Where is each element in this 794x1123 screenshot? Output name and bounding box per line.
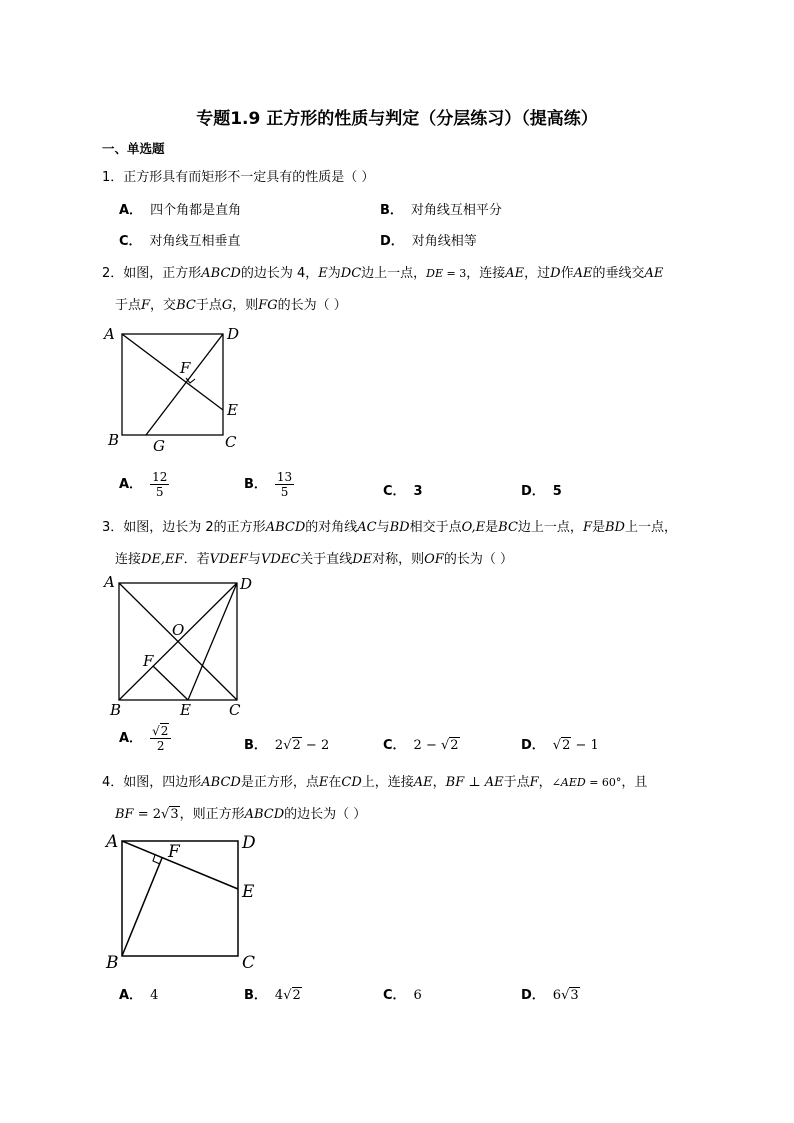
text: 相交于点 (409, 520, 462, 535)
text: 的长为（ ） (443, 552, 513, 567)
q2-option-c[interactable] (383, 480, 423, 499)
q3-option-a[interactable] (119, 724, 171, 753)
denominator: 5 (280, 485, 289, 499)
numerator: 12 (152, 470, 168, 484)
q3-figure (100, 572, 260, 722)
question-2-text-line2 (115, 294, 347, 313)
math: BC (498, 520, 518, 535)
math-expression: 2√2 − 2 (274, 738, 330, 753)
option-label: C． (383, 484, 406, 499)
text: ，过 (524, 266, 551, 281)
text: 对称，则 (372, 552, 425, 567)
math: = 3 (443, 267, 467, 280)
option-label: C． (119, 234, 142, 249)
label-f: F (143, 652, 154, 670)
q1-option-c[interactable] (119, 230, 241, 249)
question-4-text-line2 (115, 803, 366, 822)
q2-option-b[interactable] (244, 470, 294, 499)
text: ， (432, 775, 446, 790)
option-label: D． (521, 484, 545, 499)
label-f: F (180, 359, 191, 377)
option-text: 对角线相等 (411, 234, 477, 249)
segment-ef (153, 666, 188, 700)
q1-option-b[interactable] (380, 199, 502, 218)
square-abcd (122, 334, 223, 435)
math: ABCD (265, 520, 306, 535)
math: O,E (461, 520, 486, 535)
label-e: E (227, 401, 238, 419)
option-label: C． (383, 988, 406, 1003)
q4-option-c[interactable] (383, 984, 422, 1003)
q4-option-b[interactable] (244, 984, 302, 1003)
text: 的对角线 (305, 520, 358, 535)
option-label: D． (521, 988, 545, 1003)
math-expression: 6√3 (552, 988, 579, 1003)
question-3-text-line1 (102, 516, 677, 535)
math: AE (644, 266, 664, 281)
q4-figure (100, 825, 270, 975)
text: 在 (328, 775, 342, 790)
square-abcd (122, 841, 238, 956)
math: E (318, 266, 328, 281)
radicand: 2 (450, 738, 459, 753)
option-value: 3 (413, 484, 423, 499)
text: 连接 (115, 552, 142, 567)
coefficient: 2 (274, 738, 284, 753)
math: BF ⊥ AE (445, 775, 504, 790)
segment-de (188, 583, 237, 700)
question-3-text-line2 (115, 548, 513, 567)
label-f: F (168, 842, 180, 862)
math: F (141, 298, 151, 313)
math: AE (505, 266, 525, 281)
math: VDEC (260, 552, 301, 567)
radicand: 3 (570, 988, 579, 1003)
text: 上一点， (624, 520, 677, 535)
math: G (221, 298, 233, 313)
label-a: A (104, 573, 115, 591)
coefficient: 4 (274, 988, 284, 1003)
coefficient: 6 (552, 988, 562, 1003)
option-label: B． (380, 203, 403, 218)
text: 与 (376, 520, 390, 535)
math: DC (340, 266, 362, 281)
denominator: 2 (156, 739, 165, 753)
math: DE (352, 552, 373, 567)
suffix: − 2 (301, 738, 330, 753)
option-text: 对角线互相平分 (410, 203, 502, 218)
radicand: 2 (160, 724, 169, 738)
label-d: D (242, 833, 256, 853)
option-label: D． (521, 738, 545, 753)
math: = 2 (133, 807, 162, 822)
text: 的长为（ ） (277, 298, 347, 313)
text: 于点 (503, 775, 530, 790)
segment-ae (122, 334, 223, 410)
option-value: 5 (552, 484, 562, 499)
label-e: E (242, 882, 255, 902)
math: BC (176, 298, 196, 313)
label-g: G (153, 437, 165, 455)
segment-bf (122, 858, 162, 956)
q2-option-d[interactable] (521, 480, 562, 499)
segment-dg (146, 334, 223, 435)
text: 关于直线 (300, 552, 353, 567)
text: ，且 (621, 775, 648, 790)
q3-option-d[interactable] (521, 734, 599, 753)
option-label: A． (119, 731, 143, 746)
text: 3．如图，边长为 2的正方形 (102, 520, 266, 535)
math: FG (258, 298, 278, 313)
math: BF (115, 807, 134, 822)
option-text: 对角线互相垂直 (149, 234, 241, 249)
math: VDEF (209, 552, 248, 567)
text: ，则 (232, 298, 259, 313)
text: ．若 (183, 552, 210, 567)
math: OF (424, 552, 444, 567)
math: ABCD (244, 807, 285, 822)
text: ，交 (150, 298, 177, 313)
q4-option-d[interactable] (521, 984, 580, 1003)
q1-option-a[interactable] (119, 199, 241, 218)
prefix: 2 − (413, 738, 441, 753)
math-expression: 2 − √2 (413, 738, 459, 753)
radicand: 3 (170, 807, 179, 822)
math: F (529, 775, 539, 790)
label-b: B (110, 701, 122, 719)
option-label: A． (119, 988, 143, 1003)
text: 边上一点， (517, 520, 583, 535)
option-text: 四个角都是直角 (150, 203, 242, 218)
text: ， (538, 775, 552, 790)
math-expression: √2 − 1 (552, 738, 599, 753)
label-a: A (106, 832, 119, 852)
q3-option-c[interactable] (383, 734, 460, 753)
text: 的边长为（ ） (284, 807, 367, 822)
label-c: C (229, 701, 241, 719)
suffix: − 1 (571, 738, 599, 753)
math: E (318, 775, 329, 790)
radicand: 2 (292, 988, 301, 1003)
math-expression: 4√2 (274, 988, 301, 1003)
label-o: O (172, 621, 185, 639)
label-c: C (242, 953, 256, 973)
text: 4．如图，四边形 (102, 775, 202, 790)
page-title: 专题1.9 正方形的性质与判定（分层练习）（提高练） (196, 109, 598, 129)
math: AE (573, 266, 593, 281)
text: 的垂线交 (592, 266, 645, 281)
option-label: B． (244, 738, 267, 753)
math-expression: = 2√3 (133, 807, 179, 822)
option-value: 6 (413, 988, 422, 1003)
option-value: 4 (150, 988, 159, 1003)
denominator: 5 (155, 485, 164, 499)
q2-option-a[interactable] (119, 470, 169, 499)
option-label: A． (119, 477, 143, 492)
text: 是 (485, 520, 499, 535)
label-c: C (225, 433, 237, 451)
question-1-text: 1．正方形具有而矩形不一定具有的性质是（ ） (102, 170, 375, 185)
radicand: 2 (562, 738, 571, 753)
option-label: D． (380, 234, 404, 249)
q4-option-a[interactable] (119, 984, 158, 1003)
label-d: D (227, 325, 240, 343)
math: ∠AED (551, 776, 586, 789)
option-label: C． (383, 738, 406, 753)
option-label: B． (244, 477, 267, 492)
text: 的边长为 4， (240, 266, 319, 281)
label-d: D (240, 575, 253, 593)
math: CD (341, 775, 362, 790)
text: 作 (560, 266, 574, 281)
math: ABCD (201, 266, 241, 281)
question-4-text-line1 (102, 771, 647, 790)
fraction (275, 470, 294, 499)
q1-option-d[interactable] (380, 230, 477, 249)
fraction (150, 724, 171, 753)
text: ，则正方形 (179, 807, 245, 822)
option-label: B． (244, 988, 267, 1003)
right-angle-mark (186, 378, 195, 383)
math: ABCD (201, 775, 241, 790)
text: 上，连接 (361, 775, 414, 790)
math: = 60° (585, 776, 622, 789)
text: 2．如图，正方形 (102, 266, 202, 281)
numerator: 13 (276, 470, 293, 484)
text: 是正方形，点 (240, 775, 319, 790)
label-b: B (106, 953, 119, 973)
segment-ae (122, 841, 238, 889)
math: F (582, 520, 592, 535)
label-a: A (104, 325, 115, 343)
math: DE,EF (141, 552, 184, 567)
math: D (550, 266, 561, 281)
math: BD (389, 520, 410, 535)
option-label: A． (119, 203, 143, 218)
text: 于点 (115, 298, 142, 313)
fraction (150, 470, 169, 499)
question-2-text-line1 (102, 262, 663, 281)
text: 是 (591, 520, 605, 535)
math: BD (604, 520, 625, 535)
text: 与 (247, 552, 261, 567)
text: 于点 (195, 298, 222, 313)
math: AE (413, 775, 433, 790)
radicand: 2 (292, 738, 301, 753)
q2-figure (100, 320, 250, 455)
text: ，连接 (466, 266, 506, 281)
section-heading: 一、单选题 (102, 141, 165, 156)
label-e: E (180, 701, 191, 719)
q3-option-b[interactable] (244, 734, 329, 753)
text: 为 (327, 266, 341, 281)
label-b: B (108, 431, 120, 449)
math: DE (426, 267, 444, 280)
numerator: √2 (150, 724, 171, 739)
text: 边上一点， (361, 266, 427, 281)
math: AC (357, 520, 377, 535)
